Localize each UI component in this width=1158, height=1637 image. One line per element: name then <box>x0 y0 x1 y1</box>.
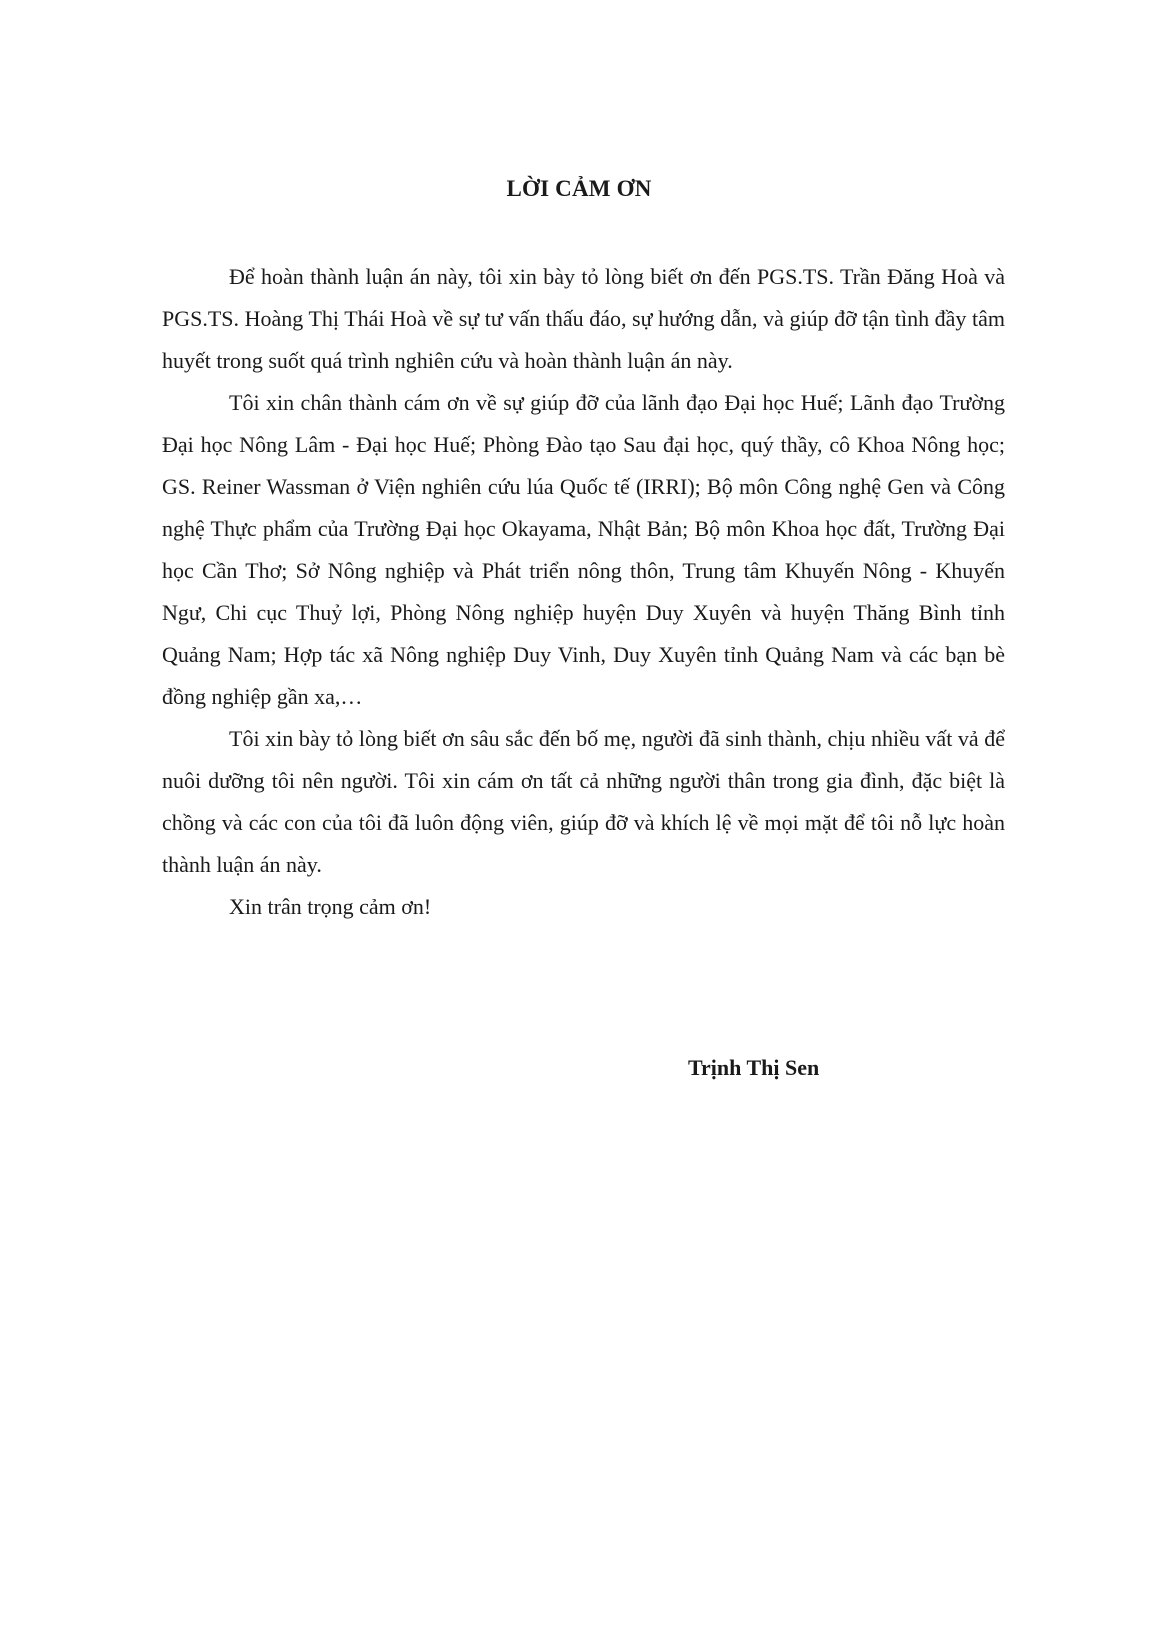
author-signature: Trịnh Thị Sen <box>688 1055 820 1080</box>
paragraph-closing: Xin trân trọng cảm ơn! <box>229 894 432 919</box>
paragraph-family: Tôi xin bày tỏ lòng biết ơn sâu sắc đến bố mẹ, người đã sinh thành, chịu nhiều vất vả để nuôi dưỡng tôi nên người. Tôi xin cám ơn tất cả những người thân trong gia đình, đặc biệt là chồng và các con của tôi đã luôn động viên, giúp đỡ và khích lệ về mọi mặt để tôi nỗ lực hoàn thành luận án này. <box>162 726 1005 877</box>
paragraph-advisors: Để hoàn thành luận án này, tôi xin bày tỏ lòng biết ơn đến PGS.TS. Trần Đăng Hoà và PGS.TS. Hoàng Thị Thái Hoà về sự tư vấn thấu đáo, sự hướng dẫn, và giúp đỡ tận tình đầy tâm huyết trong suốt quá trình nghiên cứu và hoàn thành luận án này. <box>162 264 1005 373</box>
paragraph-institutions: Tôi xin chân thành cám ơn về sự giúp đỡ của lãnh đạo Đại học Huế; Lãnh đạo Trường Đại học Nông Lâm - Đại học Huế; Phòng Đào tạo Sau đại học, quý thầy, cô Khoa Nông học; GS. Reiner Wassman ở Viện nghiên cứu lúa Quốc tế (IRRI); Bộ môn Công nghệ Gen và Công nghệ Thực phẩm của Trường Đại học Okayama, Nhật Bản; Bộ môn Khoa học đất, Trường Đại học Cần Thơ; Sở Nông nghiệp và Phát triển nông thôn, Trung tâm Khuyến Nông - Khuyến Ngư, Chi cục Thuỷ lợi, Phòng Nông nghiệp huyện Duy Xuyên và huyện Thăng Bình tỉnh Quảng Nam; Hợp tác xã Nông nghiệp Duy Vinh, Duy Xuyên tỉnh Quảng Nam và các bạn bè đồng nghiệp gần xa,… <box>162 390 1005 709</box>
acknowledgement-body <box>162 256 1005 928</box>
page-title: LỜI CẢM ƠN <box>506 176 652 201</box>
